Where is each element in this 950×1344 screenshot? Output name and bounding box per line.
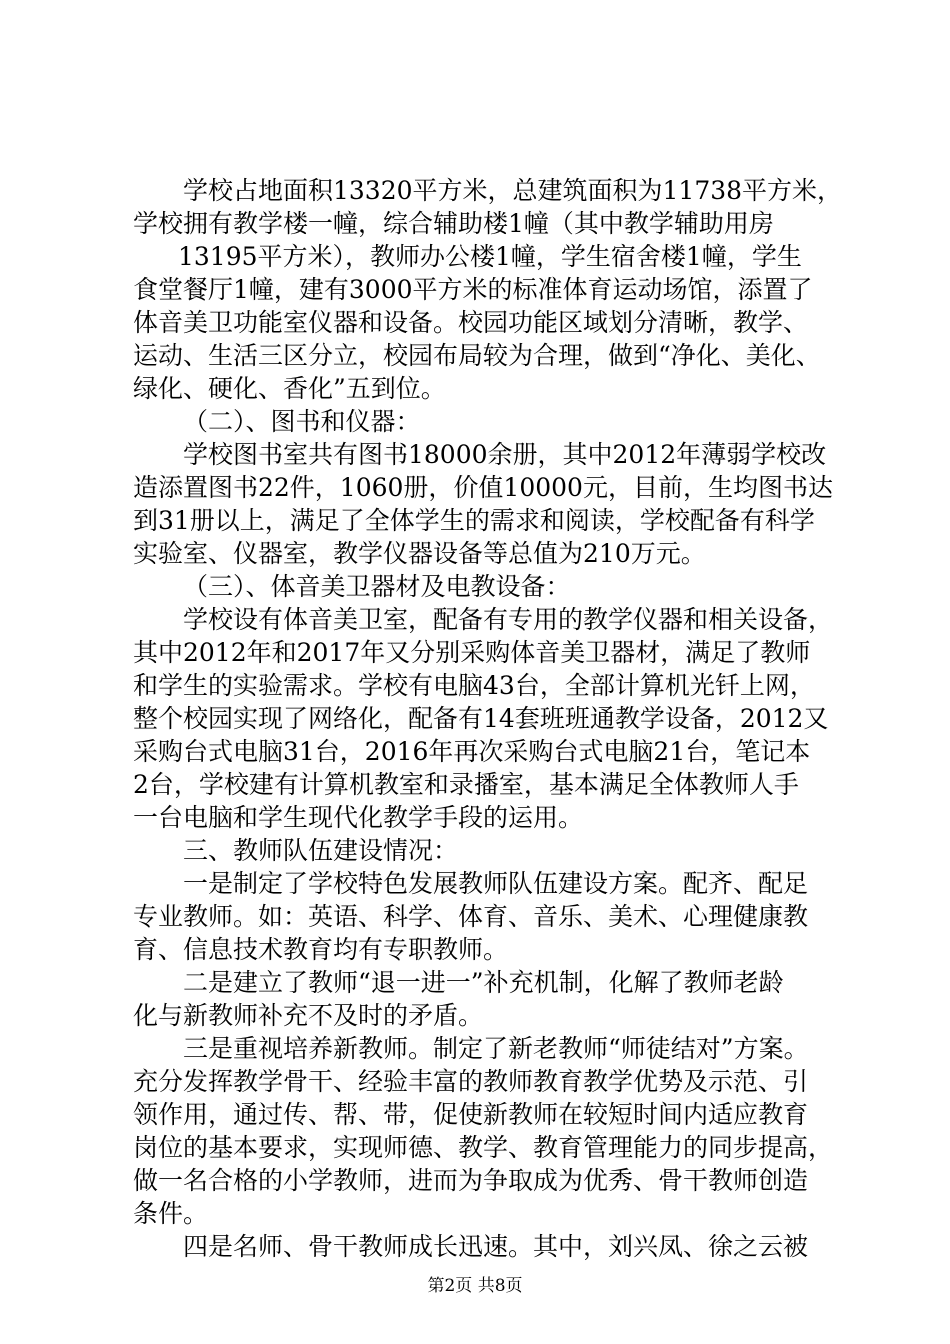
text-line: 领作用，通过传、帮、带，促使新教师在较短时间内适应教育 — [133, 1100, 809, 1129]
text-line: 到31册以上，满足了全体学生的需求和阅读，学校配备有科学 — [133, 506, 815, 535]
text-line: 二是建立了教师“退一进一”补充机制，化解了教师老龄 — [183, 968, 784, 997]
section-heading: 三、教师队伍建设情况： — [183, 836, 459, 865]
text-line: 采购台式电脑31台，2016年再次采购台式电脑21台，笔记本 — [133, 737, 811, 766]
text-line: 造添置图书22件，1060册，价值10000元，目前，生均图书达 — [133, 473, 833, 502]
text-line: 食堂餐厅1幢，建有3000平方米的标准体育运动场馆，添置了 — [133, 275, 813, 304]
section-heading: （三）、体音美卫器材及电教设备： — [183, 572, 571, 601]
text-line: 育、信息技术教育均有专职教师。 — [133, 935, 509, 964]
page-footer-number: 第2页 共8页 — [427, 1276, 523, 1296]
text-line: 充分发挥教学骨干、经验丰富的教师教育教学优势及示范、引 — [133, 1067, 809, 1096]
text-line: 一是制定了学校特色发展教师队伍建设方案。配齐、配足 — [183, 869, 809, 898]
text-line: 学校图书室共有图书18000余册，其中2012年薄弱学校改 — [183, 440, 827, 469]
text-line: 条件。 — [133, 1199, 209, 1228]
text-line: 三是重视培养新教师。制定了新老教师“师徒结对”方案。 — [183, 1034, 809, 1063]
text-line: 四是名师、骨干教师成长迅速。其中，刘兴凤、徐之云被 — [183, 1232, 809, 1261]
section-heading: （二）、图书和仪器： — [183, 407, 421, 436]
text-line: 绿化、硬化、香化”五到位。 — [133, 374, 446, 403]
text-line: 专业教师。如：英语、科学、体育、音乐、美术、心理健康教 — [133, 902, 809, 931]
text-line: 实验室、仪器室，教学仪器设备等总值为210万元。 — [133, 539, 706, 568]
text-line: 13195平方米），教师办公楼1幢，学生宿舍楼1幢，学生 — [178, 242, 802, 271]
text-line: 学校设有体音美卫室，配备有专用的教学仪器和相关设备， — [183, 605, 834, 634]
text-line: 学校占地面积13320平方米，总建筑面积为11738平方米， — [183, 176, 843, 205]
text-line: 一台电脑和学生现代化教学手段的运用。 — [133, 803, 584, 832]
text-line: 化与新教师补充不及时的矛盾。 — [133, 1001, 484, 1030]
text-line: 运动、生活三区分立，校园布局较为合理，做到“净化、美化、 — [133, 341, 821, 370]
text-line: 整个校园实现了网络化，配备有14套班班通教学设备，2012又 — [133, 704, 829, 733]
text-line: 学校拥有教学楼一幢，综合辅助楼1幢（其中教学辅助用房 — [133, 209, 774, 238]
text-line: 岗位的基本要求，实现师德、教学、教育管理能力的同步提高， — [133, 1133, 834, 1162]
text-line: 和学生的实验需求。学校有电脑43台，全部计算机光钎上网， — [133, 671, 815, 700]
text-line: 其中2012年和2017年又分别采购体音美卫器材，满足了教师 — [133, 638, 811, 667]
text-line: 做一名合格的小学教师，进而为争取成为优秀、骨干教师创造 — [133, 1166, 809, 1195]
text-line: 体音美卫功能室仪器和设备。校园功能区域划分清晰，教学、 — [133, 308, 809, 337]
text-line: 2台，学校建有计算机教室和录播室，基本满足全体教师人手 — [133, 770, 799, 799]
